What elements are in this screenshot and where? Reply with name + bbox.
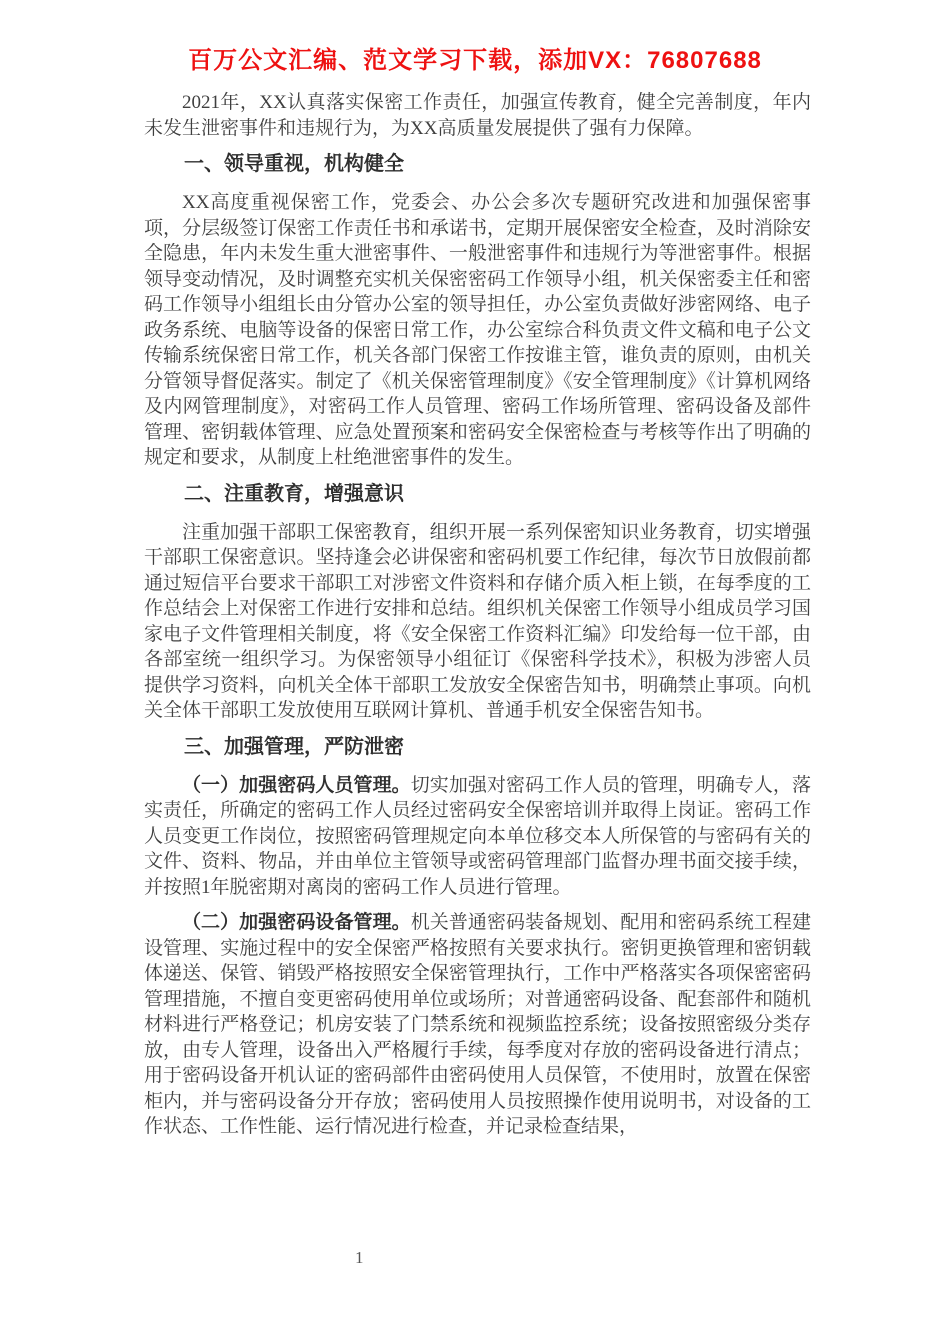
paragraph-lead-1: （一）加强密码人员管理。 bbox=[182, 774, 411, 796]
page-number: 1 bbox=[355, 1248, 364, 1267]
section-2-paragraph: 注重加强干部职工保密教育，组织开展一系列保密知识业务教育，切实增强干部职工保密意识。坚持逢会必讲保密和密码机要工作纪律，每次节日放假前都通过短信平台要求干部职工对涉密文件资料和存储介质入柜上锁，在每季度的工作总结会上对保密工作进行安排和总结。组织机关保密工作领导小组成员学习国家电子文件管理相关制度，将《安全保密工作资料汇编》印发给每一位干部，由各部室统一组织学习。为保密领导小组征订《保密科学技术》，积极为涉密人员提供学习资料，向机关全体干部职工发放安全保密告知书，明确禁止事项。向机关全体干部职工发放使用互联网计算机、普通手机安全保密告知书。 bbox=[144, 521, 811, 721]
promo-banner-text: 百万公文汇编、范文学习下载，添加VX：76807688 bbox=[188, 47, 762, 74]
section-heading-3: 三、加强管理，严防泄密 bbox=[184, 735, 404, 758]
section-heading-2: 二、注重教育，增强意识 bbox=[184, 482, 404, 505]
section-heading-1: 一、领导重视，机构健全 bbox=[184, 153, 404, 175]
intro-paragraph: 2021年，XX认真落实保密工作责任，加强宣传教育，健全完善制度，年内未发生泄密事件和违规行为，为XX高质量发展提供了强有力保障。 bbox=[144, 92, 811, 139]
section-1-paragraph: XX高度重视保密工作，党委会、办公会多次专题研究改进和加强保密事项，分层级签订保密工作责任书和承诺书，定期开展保密安全检查，及时消除安全隐患，年内未发生重大泄密事件、一般泄密事件和违规行为等泄密事件。根据领导变动情况，及时调整充实机关保密密码工作领导小组，机关保密委主任和密码工作领导小组组长由分管办公室的领导担任，办公室负责做好涉密网络、电子政务系统、电脑等设备的保密日常工作，办公室综合科负责文件文稿和电子公文传输系统保密日常工作，机关各部门保密工作按谁主管，谁负责的原则，由机关分管领导督促落实。制定了《机关保密管理制度》《安全管理制度》《计算机网络及内网管理制度》，对密码工作人员管理、密码工作场所管理、密码设备及部件管理、密钥载体管理、应急处置预案和密码安全保密检查与考核等作出了明确的规定和要求，从制度上杜绝泄密事件的发生。 bbox=[144, 192, 811, 468]
paragraph-lead-2: （二）加强密码设备管理。 bbox=[182, 912, 411, 933]
section-3-paragraph-2 bbox=[144, 910, 811, 1140]
document-body bbox=[144, 90, 811, 1140]
section-3-paragraph-1 bbox=[144, 773, 811, 901]
promo-banner bbox=[0, 0, 950, 76]
paragraph-text-1: 切实加强对密码工作人员的管理，明确专人，落实责任，所确定的密码工作人员经过密码安全保密培训并取得上岗证。密码工作人员变更工作岗位，按照密码管理规定向本单位移交本人所保管的与密码有关的文件、资料、物品，并由单位主管领导或密码管理部门监督办理书面交接手续，并按照1年脱密期对离岗的密码工作人员进行管理。 bbox=[144, 774, 811, 898]
paragraph-text-2: 机关普通密码装备规划、配用和密码系统工程建设管理、实施过程中的安全保密严格按照有关要求执行。密钥更换管理和密钥载体递送、保管、销毁严格按照安全保密管理执行，工作中严格落实各项保密密码管理措施，不擅自变更密码使用单位或场所；对普通密码设备、配套部件和随机材料进行严格登记；机房安装了门禁系统和视频监控系统；设备按照密级分类存放，由专人管理，设备出入严格履行手续，每季度对存放的密码设备进行清点；用于密码设备开机认证的密码部件由密码使用人员保管，不使用时，放置在保密柜内，并与密码设备分开存放；密码使用人员按照操作使用说明书，对设备的工作状态、工作性能、运行情况进行检查，并记录检查结果， bbox=[144, 912, 811, 1137]
